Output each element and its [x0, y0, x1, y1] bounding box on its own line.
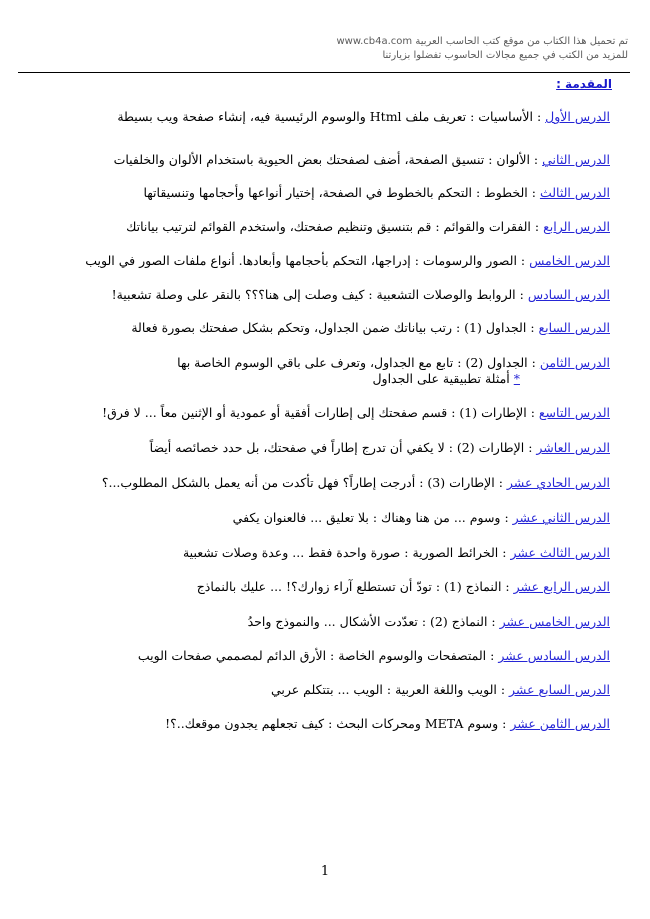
lesson-14-link[interactable]: الدرس الرابع عشر	[513, 579, 610, 594]
lesson-5-link[interactable]: الدرس الخامس	[529, 253, 610, 268]
page-number: 1	[320, 864, 330, 879]
lesson-12-desc: وسوم ... من هنا وهناك : بلا تعليق ... فالعنوان يكفي	[232, 510, 501, 525]
lesson-12-link[interactable]: الدرس الثاني عشر	[512, 510, 610, 525]
lesson-2-link[interactable]: الدرس الثاني	[542, 152, 610, 167]
lesson-6-desc: الروابط والوصلات التشعبية : كيف وصلت إلى هنا؟؟؟ بالنقر على وصلة تشعبية!	[111, 287, 516, 302]
lesson-8-link[interactable]: الدرس الثامن	[539, 355, 610, 370]
lesson-7-desc: الجداول (1) : رتب بياناتك ضمن الجداول، وتحكم بشكل صفحتك بصورة فعالة	[131, 320, 527, 335]
header-line-1: تم تحميل هذا الكتاب من موقع كتب الحاسب العربية www.cb4a.com	[336, 36, 628, 47]
lesson-18-link[interactable]: الدرس الثامن عشر	[510, 716, 610, 731]
lesson-8-extra-text: أمثلة تطبيقية على الجداول	[372, 371, 510, 386]
lesson-13: الدرس الثالث عشر : الخرائط الصورية : صورة واحدة فقط ... وعدة وصلات تشعبية	[182, 545, 610, 560]
lesson-7-link[interactable]: الدرس السابع	[538, 320, 610, 335]
lesson-14: الدرس الرابع عشر : النماذج (1) : تودّ أن تستطلع آراء زوارك؟! ... عليك بالنماذج	[196, 579, 610, 594]
header-line-2: للمزيد من الكتب في جميع مجالات الحاسوب تفضلوا بزيارتنا	[382, 50, 628, 61]
lesson-12: الدرس الثاني عشر : وسوم ... من هنا وهناك : بلا تعليق ... فالعنوان يكفي	[232, 510, 610, 525]
lesson-17: الدرس السابع عشر : الويب واللغة العربية : الويب ... بتتكلم عربي	[270, 682, 610, 697]
lesson-3-link[interactable]: الدرس الثالث	[539, 185, 610, 200]
lesson-11: الدرس الحادي عشر : الإطارات (3) : أدرجت إطاراً؟ فهل تأكدت من أنه يعمل بالشكل المطلوب...؟	[101, 475, 610, 490]
lesson-18: الدرس الثامن عشر : وسوم META ومحركات البحث : كيف تجعلهم يجدون موقعك..؟!	[165, 716, 610, 731]
lesson-13-desc: الخرائط الصورية : صورة واحدة فقط ... وعدة وصلات تشعبية	[182, 545, 499, 560]
lesson-8-extra	[372, 371, 520, 387]
lesson-9-desc: الإطارات (1) : قسم صفحتك إلى إطارات أفقية أو عمودية أو الإثنين معاً ... لا فرق!	[102, 405, 527, 420]
lesson-1-desc: الأساسيات : تعريف ملف Html والوسوم الرئيسية فيه، إنشاء صفحة ويب بسيطة	[117, 109, 533, 124]
lesson-7: الدرس السابع : الجداول (1) : رتب بياناتك ضمن الجداول، وتحكم بشكل صفحتك بصورة فعالة	[131, 320, 610, 335]
lesson-1-link[interactable]: الدرس الأول	[545, 109, 610, 124]
lesson-6-link[interactable]: الدرس السادس	[527, 287, 610, 302]
lesson-5-desc: الصور والرسومات : إدراجها، التحكم بأحجامها وأبعادها. أنواع ملفات الصور في الويب	[85, 253, 517, 268]
lesson-4: الدرس الرابع : الفقرات والقوائم : قم بتنسيق وتنظيم صفحتك، واستخدم القوائم لترتيب بياناتك	[126, 219, 610, 234]
lesson-4-link[interactable]: الدرس الرابع	[543, 219, 610, 234]
lesson-3-desc: الخطوط : التحكم بالخطوط في الصفحة، إختيار أنواعها وأحجامها وتنسيقاتها	[143, 185, 528, 200]
lesson-2-desc: الألوان : تنسيق الصفحة، أضف لصفحتك بعض الحيوية باستخدام الألوان والخلفيات	[113, 152, 530, 167]
lesson-10-desc: الإطارات (2) : لا يكفي أن تدرج إطاراً في صفحتك، بل حدد خصائصه أيضاً	[149, 440, 525, 455]
lesson-16-link[interactable]: الدرس السادس عشر	[498, 648, 610, 663]
header-divider	[18, 72, 630, 73]
lesson-15-link[interactable]: الدرس الخامس عشر	[499, 614, 610, 629]
lesson-10: الدرس العاشر : الإطارات (2) : لا يكفي أن تدرج إطاراً في صفحتك، بل حدد خصائصه أيضاً	[149, 440, 610, 455]
lesson-11-link[interactable]: الدرس الحادي عشر	[506, 475, 610, 490]
lesson-18-desc: وسوم META ومحركات البحث : كيف تجعلهم يجدون موقعك..؟!	[165, 716, 499, 731]
lesson-9-link[interactable]: الدرس التاسع	[538, 405, 610, 420]
lesson-8: الدرس الثامن : الجداول (2) : تابع مع الجداول، وتعرف على باقي الوسوم الخاصة بها	[177, 355, 610, 370]
lesson-4-desc: الفقرات والقوائم : قم بتنسيق وتنظيم صفحتك، واستخدم القوائم لترتيب بياناتك	[126, 219, 531, 234]
lesson-16-desc: المتصفحات والوسوم الخاصة : الأرق الدائم لمصممي صفحات الويب	[137, 648, 487, 663]
lesson-1: الدرس الأول : الأساسيات : تعريف ملف Html والوسوم الرئيسية فيه، إنشاء صفحة ويب بسيطة	[117, 109, 610, 124]
lesson-15: الدرس الخامس عشر : النماذج (2) : تعدّدت الأشكال ... والنموذج واحدُ	[247, 614, 610, 629]
lesson-2: الدرس الثاني : الألوان : تنسيق الصفحة، أضف لصفحتك بعض الحيوية باستخدام الألوان والخلفيات	[113, 152, 610, 167]
lesson-6: الدرس السادس : الروابط والوصلات التشعبية : كيف وصلت إلى هنا؟؟؟ بالنقر على وصلة تشعبية!	[111, 287, 610, 302]
lesson-11-desc: الإطارات (3) : أدرجت إطاراً؟ فهل تأكدت من أنه يعمل بالشكل المطلوب...؟	[101, 475, 495, 490]
lesson-13-link[interactable]: الدرس الثالث عشر	[510, 545, 610, 560]
lesson-8-extra-link[interactable]: *	[513, 371, 520, 386]
lesson-14-desc: النماذج (1) : تودّ أن تستطلع آراء زوارك؟! ... عليك بالنماذج	[196, 579, 502, 594]
lesson-9: الدرس التاسع : الإطارات (1) : قسم صفحتك إلى إطارات أفقية أو عمودية أو الإثنين معاً ... لا فرق!	[102, 405, 610, 420]
lesson-5: الدرس الخامس : الصور والرسومات : إدراجها، التحكم بأحجامها وأبعادها. أنواع ملفات الصور في الويب	[85, 253, 610, 268]
lesson-17-link[interactable]: الدرس السابع عشر	[509, 682, 610, 697]
lesson-15-desc: النماذج (2) : تعدّدت الأشكال ... والنموذج واحدُ	[247, 614, 488, 629]
page-header	[28, 35, 628, 63]
lesson-17-desc: الويب واللغة العربية : الويب ... بتتكلم عربي	[270, 682, 497, 697]
lesson-8-desc: الجداول (2) : تابع مع الجداول، وتعرف على باقي الوسوم الخاصة بها	[177, 355, 528, 370]
lesson-16: الدرس السادس عشر : المتصفحات والوسوم الخاصة : الأرق الدائم لمصممي صفحات الويب	[137, 648, 610, 663]
intro-link[interactable]: المقدمة :	[556, 77, 612, 91]
lesson-10-link[interactable]: الدرس العاشر	[536, 440, 610, 455]
lesson-3: الدرس الثالث : الخطوط : التحكم بالخطوط في الصفحة، إختيار أنواعها وأحجامها وتنسيقاتها	[143, 185, 610, 200]
